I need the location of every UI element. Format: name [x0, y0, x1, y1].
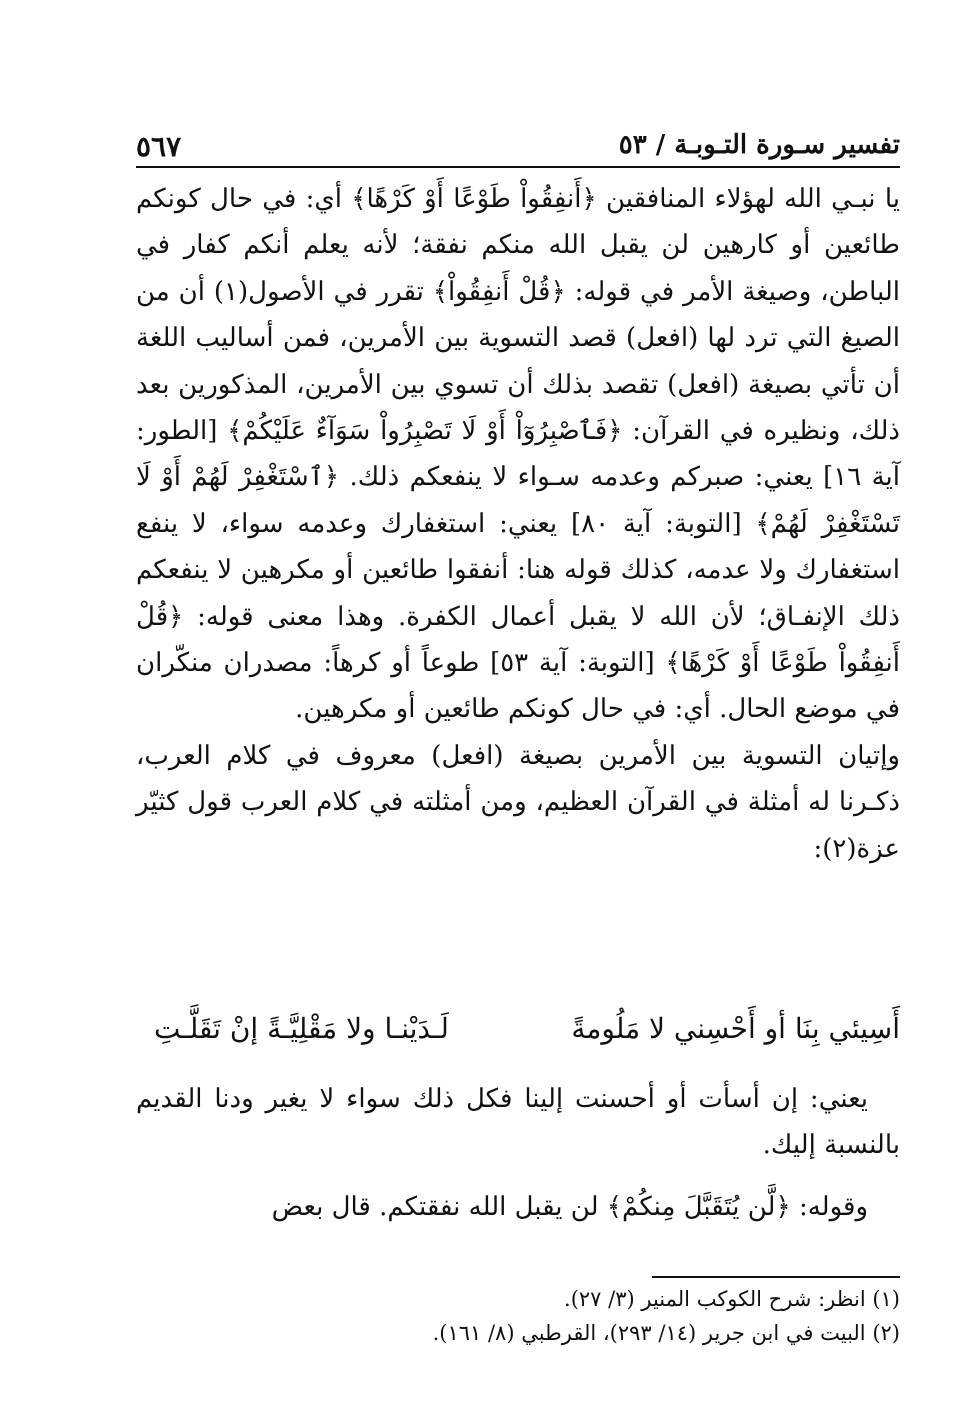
running-title: تفسير سـورة التـوبـة / ٥٣: [618, 130, 900, 160]
page-header: [136, 128, 900, 168]
paragraph-4: وقوله: ﴿لَّن يُتَقَبَّلَ مِنكُمْ﴾ لن يقبل الله نفقتكم. قال بعض: [271, 1192, 868, 1222]
footnote-separator: [652, 1276, 900, 1278]
poetry-verse: [136, 1008, 900, 1058]
header-rule: [136, 166, 900, 168]
continuation-text: [136, 1076, 900, 1230]
page-number: ٥٦٧: [136, 130, 182, 163]
footnote-1: (١) انظر: شرح الكوكب المنير (٣/ ٢٧).: [564, 1287, 900, 1311]
paragraph-3: يعني: إن أسأت أو أحسنت إلينا فكل ذلك سواء لا يغير ودنا القديم بالنسبة إليك.: [136, 1084, 900, 1160]
verse-second-hemistich: لَـدَيْنـا ولا مَقْلِيَّـةً إنْ تَقَلَّـتِ: [154, 1012, 449, 1045]
footnote-2: (٢) البيت في ابن جرير (١٤/ ٢٩٣)، القرطبي (٨/ ١٦١).: [432, 1321, 900, 1345]
paragraph-2: وإتيان التسوية بين الأمرين بصيغة (افعل) معروف في كلام العرب، ذكـرنا له أمثلة في القرآن العظيم، ومن أمثلته في كلام العرب قول كثيّر عزة(٢):: [136, 740, 900, 864]
paragraph-1: يا نبـي الله لهؤلاء المنافقين ﴿أَنفِقُواْ طَوْعًا أَوْ كَرْهًا﴾ أي: في حال كونكم طائعين أو كارهين لن يقبل الله منكم نفقة؛ لأنه يعلم أنكم كفار في الباطن، وصيغة الأمر في قوله: ﴿قُلْ أَنفِقُواْ﴾ تقرر في الأصول(١) أن من الصيغ التي ترد لها (افعل) قصد التسوية بين الأمرين، فمن أساليب اللغة أن تأتي بصيغة (افعل) تقصد بذلك أن تسوي بين الأمرين، المذكورين بعد ذلك، ونظيره في القرآن: ﴿فَٱصْبِرُوٓاْ أَوْ لَا تَصْبِرُواْ سَوَآءٌ عَلَيْكُمْ﴾ [الطور: آية ١٦] يعني: صبركم وعدمه سـواء لا ينفعكم ذلك. ﴿ٱسْتَغْفِرْ لَهُمْ أَوْ لَا تَسْتَغْفِرْ لَهُمْ﴾ [التوبة: آية ٨٠] يعني: استغفارك وعدمه سواء، لا ينفع استغفارك ولا عدمه، كذلك قوله هنا: أنفقوا طائعين أو مكرهين لا ينفعكم ذلك الإنفـاق؛ لأن الله لا يقبل أعمال الكفرة. وهذا معنى قوله: ﴿قُلْ أَنفِقُواْ طَوْعًا أَوْ كَرْهًا﴾ [التوبة: آية ٥٣] طوعاً أو كرهاً: مصدران منكّران في موضع الحال. أي: في حال كونكم طائعين أو مكرهين.: [136, 184, 901, 725]
footnotes: [136, 1282, 900, 1350]
main-text: [136, 176, 900, 872]
verse-first-hemistich: أَسِيئي بِنَا أو أَحْسِني لا مَلُومةً: [571, 1012, 900, 1045]
